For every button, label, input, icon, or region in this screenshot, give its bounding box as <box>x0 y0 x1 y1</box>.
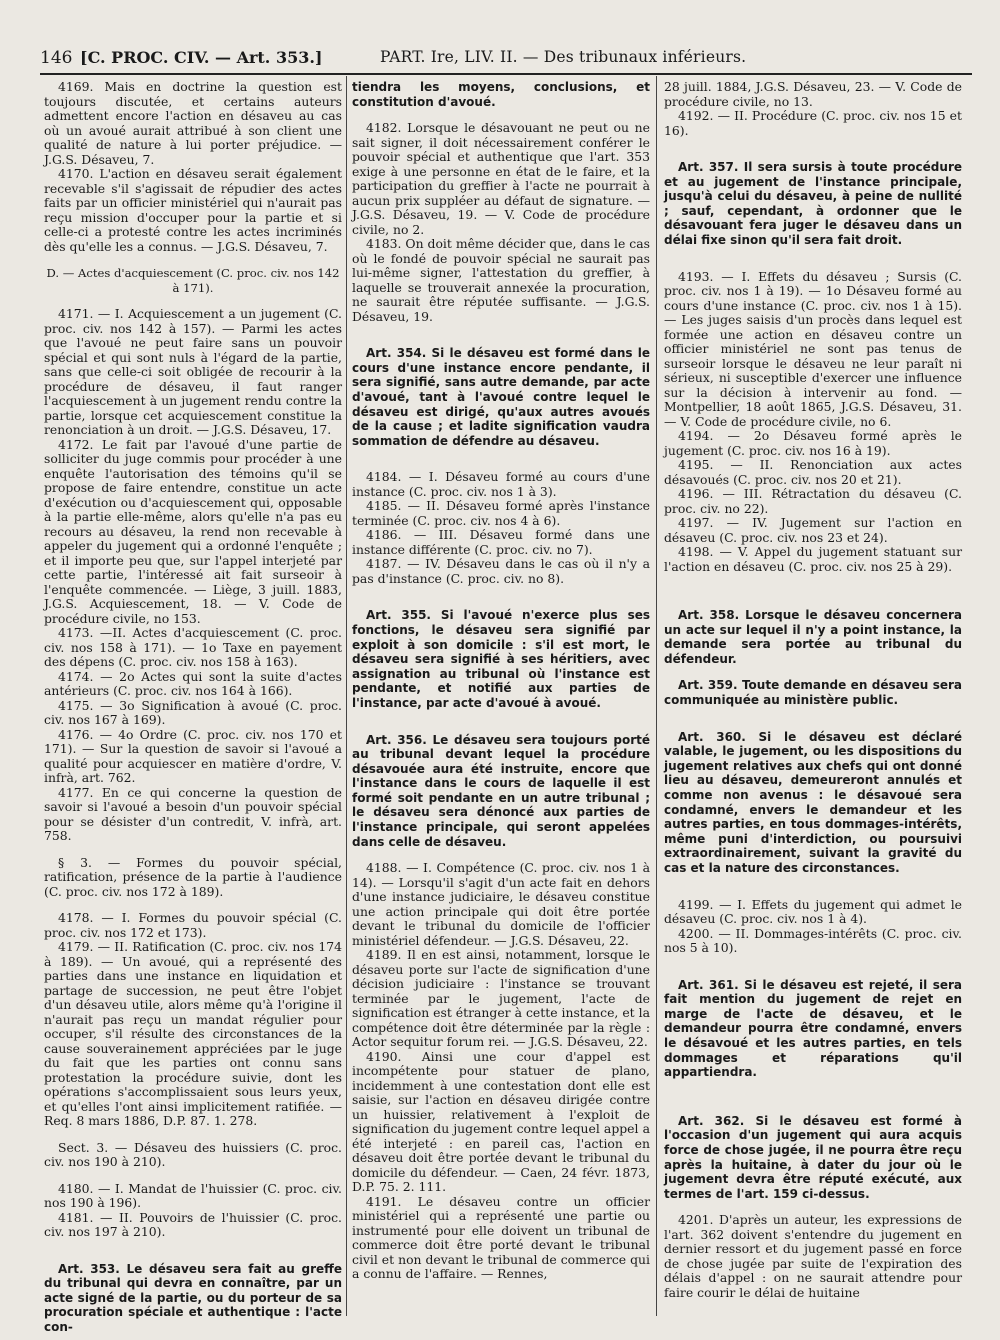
running-title-left: [C. PROC. CIV. — Art. 353.] <box>80 48 323 67</box>
column-divider <box>656 76 657 1316</box>
section-heading: Sect. 3. — Désaveu des huissiers (C. proc. civ. nos 190 à 210). <box>44 1139 342 1169</box>
running-title-right: PART. Ire, LIV. II. — Des tribunaux inférieurs. <box>380 48 747 66</box>
paragraph-4201: 4201. D'après un auteur, les expressions de l'art. 362 doivent s'entendre du jugement en dernier ressort et du jugement passé en force de chose jugée par suite de l'expiration des délais d'appel : on ne saurait attendre pour faire courir le délai de huitaine <box>664 1212 962 1300</box>
paragraph-4180: 4180. — I. Mandat de l'huissier (C. proc. civ. nos 190 à 196). <box>44 1180 342 1210</box>
paragraph-4199: 4199. — I. Effets du jugement qui admet le désaveu (C. proc. civ. nos 1 à 4). <box>664 896 962 927</box>
paragraph-4188: 4188. — I. Compétence (C. proc. civ. nos 1 à 14). — Lorsqu'il s'agit d'un acte fait en dehors d'une instance judiciaire, le désaveu constitue une action principale qui doit être portée devant le tribunal du domicile de l'officier ministériel défendeur. — J.G.S. Désaveu, 22. <box>352 860 650 948</box>
paragraph-4184: 4184. — I. Désaveu formé au cours d'une instance (C. proc. civ. nos 1 à 3). <box>352 469 650 499</box>
article-356: Art. 356. Le désaveu sera toujours porté au tribunal devant lequel la procédure désavouée aura été instruite, encore que l'instance dans le cours de laquelle il est formé soit pendante en un autre tribunal ; le désaveu sera dénoncé aux parties de l'instance principale, qui seront appelées dans celle de désaveu. <box>352 732 650 849</box>
paragraph-4194: 4194. — 2o Désaveu formé après le jugement (C. proc. civ. nos 16 à 19). <box>664 428 962 458</box>
paragraph-4191-continued: 28 juill. 1884, J.G.S. Désaveu, 23. — V. Code de procédure civile, no 13. <box>664 79 962 109</box>
article-353: Art. 353. Le désaveu sera fait au greffe du tribunal qui devra en connaître, par un acte signé de la partie, ou du porteur de sa procuration spéciale et authentique : l'acte con- <box>44 1261 342 1334</box>
article-354: Art. 354. Si le désaveu est formé dans le cours d'une instance encore pendante, il sera signifié, sans autre demande, par acte d'avoué, tant à l'avoué contre lequel le désaveu est dirigé, qu'aux autres avoués de la cause ; et ladite signification vaudra sommation de défendre au désaveu. <box>352 346 650 448</box>
article-353-continued: tiendra les moyens, conclusions, et constitution d'avoué. <box>352 80 650 109</box>
paragraph-4185: 4185. — II. Désaveu formé après l'instance terminée (C. proc. civ. nos 4 à 6). <box>352 498 650 528</box>
paragraph-4192: 4192. — II. Procédure (C. proc. civ. nos 15 et 16). <box>664 108 962 138</box>
article-359: Art. 359. Toute demande en désaveu sera communiquée au ministère public. <box>664 678 962 708</box>
paragraph-4187: 4187. — IV. Désaveu dans le cas où il n'y a pas d'instance (C. proc. civ. no 8). <box>352 556 650 586</box>
article-362: Art. 362. Si le désaveu est formé à l'occasion d'un jugement qui aura acquis force de chose jugée, il ne pourra être reçu après la huitaine, à dater du jour où le jugement devra être réputé exécuté, aux termes de l'art. 159 ci-dessus. <box>664 1113 962 1201</box>
paragraph-4177: 4177. En ce qui concerne la question de savoir si l'avoué a besoin d'un pouvoir spécial pour se désister d'un contredit, V. infrà, art. 758. <box>44 784 342 843</box>
paragraph-4181: 4181. — II. Pouvoirs de l'huissier (C. proc. civ. nos 197 à 210). <box>44 1209 342 1239</box>
section-heading: D. — Actes d'acquiescement (C. proc. civ. nos 142 à 171). <box>46 266 340 295</box>
paragraph-4179: 4179. — II. Ratification (C. proc. civ. nos 174 à 189). — Un avoué, qui a représenté des parties dans une instance en liquidation et partage de succession, ne peut être l'objet d'un désaveu utile, alors même qu'à l'origine il n'aurait pas reçu un mandat régulier pour occuper, s'il résulte des circonstances de la cause souverainement appréciées par le juge du fait que les parties ont connu sans protestation la procédure suivie, dont les opérations s'accomplissaient sous leurs yeux, et qu'elles l'ont ainsi implicitement ratifiée. — Req. 8 mars 1886, D.P. 87. 1. 278. <box>44 939 342 1128</box>
paragraph-4195: 4195. — II. Renonciation aux actes désavoués (C. proc. civ. nos 20 et 21). <box>664 457 962 487</box>
paragraph-4197: 4197. — IV. Jugement sur l'action en désaveu (C. proc. civ. nos 23 et 24). <box>664 515 962 545</box>
paragraph-4174: 4174. — 2o Actes qui sont la suite d'actes antérieurs (C. proc. civ. nos 164 à 166). <box>44 668 342 698</box>
paragraph-4183: 4183. On doit même décider que, dans le cas où le fondé de pouvoir spécial ne saurait pas lui-même signer, l'attestation du greffier, à laquelle se trouverait annexée la procuration, ne saurait être réputée suffisante. — J.G.S. Désaveu, 19. <box>352 236 650 324</box>
paragraph-4172: 4172. Le fait par l'avoué d'une partie de solliciter du juge commis pour procéder à une enquête l'autorisation des témoins qu'il se propose de faire entendre, constitue un acte d'exécution ou d'acquiescement qui, opposable à la partie elle-même, alors qu'elle n'a pas eu recours au désaveu, la rend non recevable à appeler du jugement qui a ordonné l'enquête ; et il importe peu que, sur l'appel interjeté par cette partie, l'intéressé ait fait surseoir à l'enquête commencée. — Liège, 3 juill. 1883, J.G.S. Acquiescement, 18. — V. Code de procédure civile, no 153. <box>44 436 342 626</box>
section-heading: § 3. — Formes du pouvoir spécial, ratification, présence de la partie à l'audience (C. proc. civ. nos 172 à 189). <box>44 854 342 899</box>
paragraph-4189: 4189. Il en est ainsi, notamment, lorsque le désaveu porte sur l'acte de signification d'une décision judiciaire : l'instance se trouvant terminée par le jugement, l'acte de signification est étranger à cette instance, et la compétence doit être déterminée par la règle : Actor sequitur forum rei. — J.G.S. Désaveu, 22. <box>352 947 650 1050</box>
article-355: Art. 355. Si l'avoué n'exerce plus ses fonctions, le désaveu sera signifié par exploit à son domicile : s'il est mort, le désaveu sera signifié à ses héritiers, avec assignation au tribunal où l'instance est pendante, et notifié aux parties de l'instance, par acte d'avoué à avoué. <box>352 608 650 710</box>
paragraph-4193: 4193. — I. Effets du désaveu ; Sursis (C. proc. civ. nos 1 à 19). — 1o Désaveu formé au cours d'une instance (C. proc. civ. nos 1 à 15). — Les juges saisis d'un procès dans lequel est formée une action en désaveu contre un officier ministériel ne sont pas tenus de surseoir lorsque le désaveu ne leur paraît ni sérieux, ni susceptible d'exercer une influence sur la décision à intervenir au fond. — Montpellier, 18 août 1865, J.G.S. Désaveu, 31. — V. Code de procédure civile, no 6. <box>664 268 962 429</box>
paragraph-4178: 4178. — I. Formes du pouvoir spécial (C. proc. civ. nos 172 et 173). <box>44 910 342 940</box>
running-header <box>40 48 970 72</box>
paragraph-4191: 4191. Le désaveu contre un officier ministériel qui a représenté une partie ou instrumenté pour elle doivent un tribunal de commerce doit être porté devant le tribunal civil et non devant le tribunal de commerce qui a connu de l'affaire. — Rennes, <box>352 1193 650 1282</box>
paragraph-4182: 4182. Lorsque le désavouant ne peut ou ne sait signer, il doit nécessairement conférer le pouvoir spécial et authentique que l'art. 353 exige à une personne en état de le faire, et la participation du greffier à l'acte ne pourrait à aucun prix suppléer au défaut de signature. — J.G.S. Désaveu, 19. — V. Code de procédure civile, no 2. <box>352 120 650 237</box>
paragraph-4169: 4169. Mais en doctrine la question est toujours discutée, et certains auteurs admettent encore l'action en désaveu au cas où un avoué aurait attribué à son client une qualité de nature à lui porter préjudice. — J.G.S. Désaveu, 7. <box>44 79 342 167</box>
header-rule <box>40 73 972 75</box>
page-number: 146 <box>40 48 73 68</box>
paragraph-4170: 4170. L'action en désaveu serait également recevable s'il s'agissait de répudier des actes faits par un officier ministériel qui n'aurait pas reçu mission d'occuper pour la partie et si celle-ci a protesté contre les actes incriminés dès qu'elle les a connus. — J.G.S. Désaveu, 7. <box>44 166 342 254</box>
article-360: Art. 360. Si le désaveu est déclaré valable, le jugement, ou les dispositions du jugement relatives aux chefs qui ont donné lieu au désaveu, demeureront annulés et comme non avenus : le désavoué sera condamné, envers le demandeur et les autres parties, en tous dommages-intérêts, même puni d'interdiction, ou poursuivi extraordinairement, suivant la gravité du cas et la nature des circonstances. <box>664 729 962 875</box>
article-358: Art. 358. Lorsque le désaveu concernera un acte sur lequel il n'y a point instance, la demande sera portée au tribunal du défendeur. <box>664 608 962 666</box>
paragraph-4175: 4175. — 3o Signification à avoué (C. proc. civ. nos 167 à 169). <box>44 697 342 727</box>
column-left <box>44 80 342 1334</box>
paragraph-4198: 4198. — V. Appel du jugement statuant sur l'action en désaveu (C. proc. civ. nos 25 à 29). <box>664 544 962 574</box>
article-357: Art. 357. Il sera sursis à toute procédure et au jugement de l'instance principale, jusqu'à celui du désaveu, à peine de nullité ; sauf, cependant, à ordonner que le désavouant fera juger le désaveu dans un délai fixe sinon qu'il sera fait droit. <box>664 160 962 247</box>
column-right <box>664 80 962 1300</box>
paragraph-4200: 4200. — II. Dommages-intérêts (C. proc. civ. nos 5 à 10). <box>664 925 962 956</box>
paragraph-4173: 4173. —II. Actes d'acquiescement (C. proc. civ. nos 158 à 171). — 1o Taxe en payement des dépens (C. proc. civ. nos 158 à 163). <box>44 625 342 669</box>
article-361: Art. 361. Si le désaveu est rejeté, il sera fait mention du jugement de rejet en marge de l'acte de désaveu, et le demandeur pourra être condamné, envers le désavoué et les autres parties, en tels dommages et réparations qu'il appartiendra. <box>664 977 962 1080</box>
paragraph-4190: 4190. Ainsi une cour d'appel est incompétente pour statuer de plano, incidemment à une contestation dont elle est saisie, sur l'action en désaveu dirigée contre un huissier, relativement à l'exploit de signification du jugement contre lequel appel a été interjeté : en pareil cas, l'action en désaveu doit être portée devant le tribunal du domicile du défendeur. — Caen, 24 févr. 1873, D.P. 75. 2. 111. <box>352 1048 650 1195</box>
paragraph-4176: 4176. — 4o Ordre (C. proc. civ. nos 170 et 171). — Sur la question de savoir si l'avoué a qualité pour acquiescer en matière d'ordre, V. infrà, art. 762. <box>44 726 342 785</box>
column-middle <box>352 80 650 1282</box>
column-divider <box>346 76 347 1316</box>
paragraph-4171: 4171. — I. Acquiescement a un jugement (C. proc. civ. nos 142 à 157). — Parmi les actes que l'avoué ne peut faire sans un pouvoir spécial et qui sont nuls à l'égard de la partie, sans que celle-ci soit obligée de recourir à la procédure de désaveu, il faut ranger l'acquiescement à un jugement rendu contre la partie, lorsque cet acquiescement constitue la renonciation à un droit. — J.G.S. Désaveu, 17. <box>44 306 342 437</box>
paragraph-4186: 4186. — III. Désaveu formé dans une instance différente (C. proc. civ. no 7). <box>352 527 650 557</box>
paragraph-4196: 4196. — III. Rétractation du désaveu (C. proc. civ. no 22). <box>664 486 962 516</box>
